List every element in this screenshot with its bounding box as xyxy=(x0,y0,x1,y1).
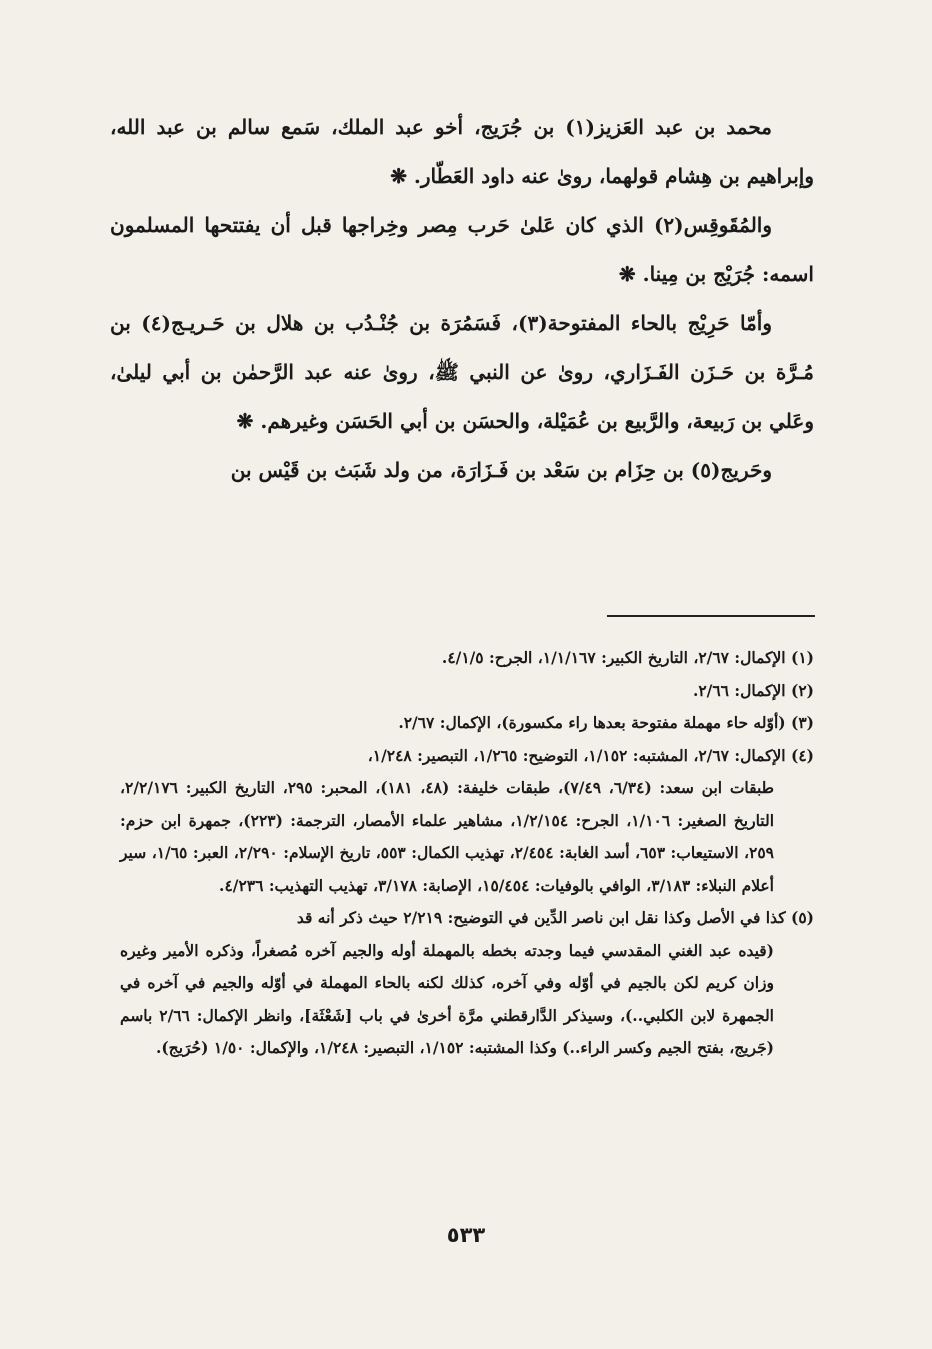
footnote-2: (٢) الإكمال: ٢/٦٦. xyxy=(692,680,814,700)
footnote-4-first-line: (٤) الإكمال: ٢/٦٧، المشتبه: ١/١٥٢، التوضيح: ١/٢٦٥، التبصير: ١/٢٤٨، xyxy=(367,745,814,765)
page-number: ٥٣٣ xyxy=(446,1223,486,1247)
entry-muhammad xyxy=(110,103,814,201)
footnote-4 xyxy=(120,740,814,903)
footnote-5-first-line: (٥) كذا في الأصل وكذا نقل ابن ناصر الدِّين في التوضيح: ٢/٢١٩ حيث ذكر أنه قد xyxy=(296,908,814,927)
entry-hariij-fazara xyxy=(110,446,814,495)
footnote-1: (١) الإكمال: ٢/٦٧، التاريخ الكبير: ١/١/١٦٧، الجرح: ٤/١/٥. xyxy=(441,648,814,667)
footnotes xyxy=(120,642,814,1065)
footnote-5-continuation: (قيده عبد الغني المقدسي فيما وجدته بخطه بالمهملة أوله والجيم آخره مُصغراً، وذكره الأمير وغيره وزان كريم لكن بالجيم في أوّله وفي آخره، كذلك لكنه بالحاء المهملة في أوّله والجيم في آخره في الجمهرة لابن الكلبي..)، وسيذكر الدَّارقطني مرَّة أخرىٰ في باب [شَعْثَة]، وانظر الإكمال: ٢/٦٦ باسم (جَريج، بفتح الجيم وكسر الراء..) وكذا المشتبه: ١/١٥٢، التبصير: ١/٢٤٨، والإكمال: ١/٥٠ (حُرَيج). xyxy=(120,940,774,1057)
entry-hariij-text: وأمّا حَرِيْج بالحاء المفتوحة(٣)، فَسَمُرَة بن جُنْـدُب بن هلال بن حَـريـج(٤) بن مُـرَّة بن حَـزَن الفَـزَاري، روىٰ عن النبي ﷺ، روىٰ عنه عبد الرَّحمٰن بن أبي ليلىٰ، وعَلي بن رَبيعة، والرَّبيع بن عُمَيْلة، والحسَن بن أبي الحَسَن وغيرهم. ❋ xyxy=(110,311,814,433)
entry-hariij xyxy=(110,299,814,446)
entry-muhammad-text: محمد بن عبد العَزيز(١) بن جُرَيج، أخو عبد الملك، سَمع سالم بن عبد الله، وإبراهيم بن هِشام قولهما، روىٰ عنه داود العَطّار. ❋ xyxy=(110,115,814,188)
footnote-3: (٣) (أوّله حاء مهملة مفتوحة بعدها راء مكسورة)، الإكمال: ٢/٦٧. xyxy=(398,713,814,732)
entry-muqawqis xyxy=(110,201,814,299)
footnote-4-continuation: طبقات ابن سعد: (٦/٣٤، ٧/٤٩)، طبقات خليفة: (٤٨، ١٨١)، المحبر: ٢٩٥، التاريخ الكبير: ٢/٢/١٧٦، التاريخ الصغير: ١/١٠٦، الجرح: ١/٢/١٥٤، مشاهير علماء الأمصار، الترجمة: (٢٢٣)، جمهرة ابن حزم: ٢٥٩، الاستيعاب: ٦٥٣، أسد الغابة: ٢/٤٥٤، تهذيب الكمال: ٥٥٣، تاريخ الإسلام: ٢/٢٩٠، العبر: ١/٦٥، سير أعلام النبلاء: ٣/١٨٣، الوافي بالوفيات: ١٥/٤٥٤، الإصابة: ٣/١٧٨، تهذيب التهذيب: ٤/٢٣٦. xyxy=(120,778,775,895)
entry-hariij-fazara-text: وحَريج(٥) بن حِزَام بن سَعْد بن فَـزَارَة، من ولد شَبَث بن قَيْس بن xyxy=(230,458,772,482)
entry-muqawqis-text: والمُقَوقِس(٢) الذي كان عَلىٰ حَرب مِصر وخِراجها قبل أن يفتتحها المسلمون اسمه: جُرَيْج بن مِينا. ❋ xyxy=(110,213,814,286)
main-text xyxy=(110,103,814,495)
footnote-divider xyxy=(607,615,815,617)
footnote-5 xyxy=(120,902,814,1065)
